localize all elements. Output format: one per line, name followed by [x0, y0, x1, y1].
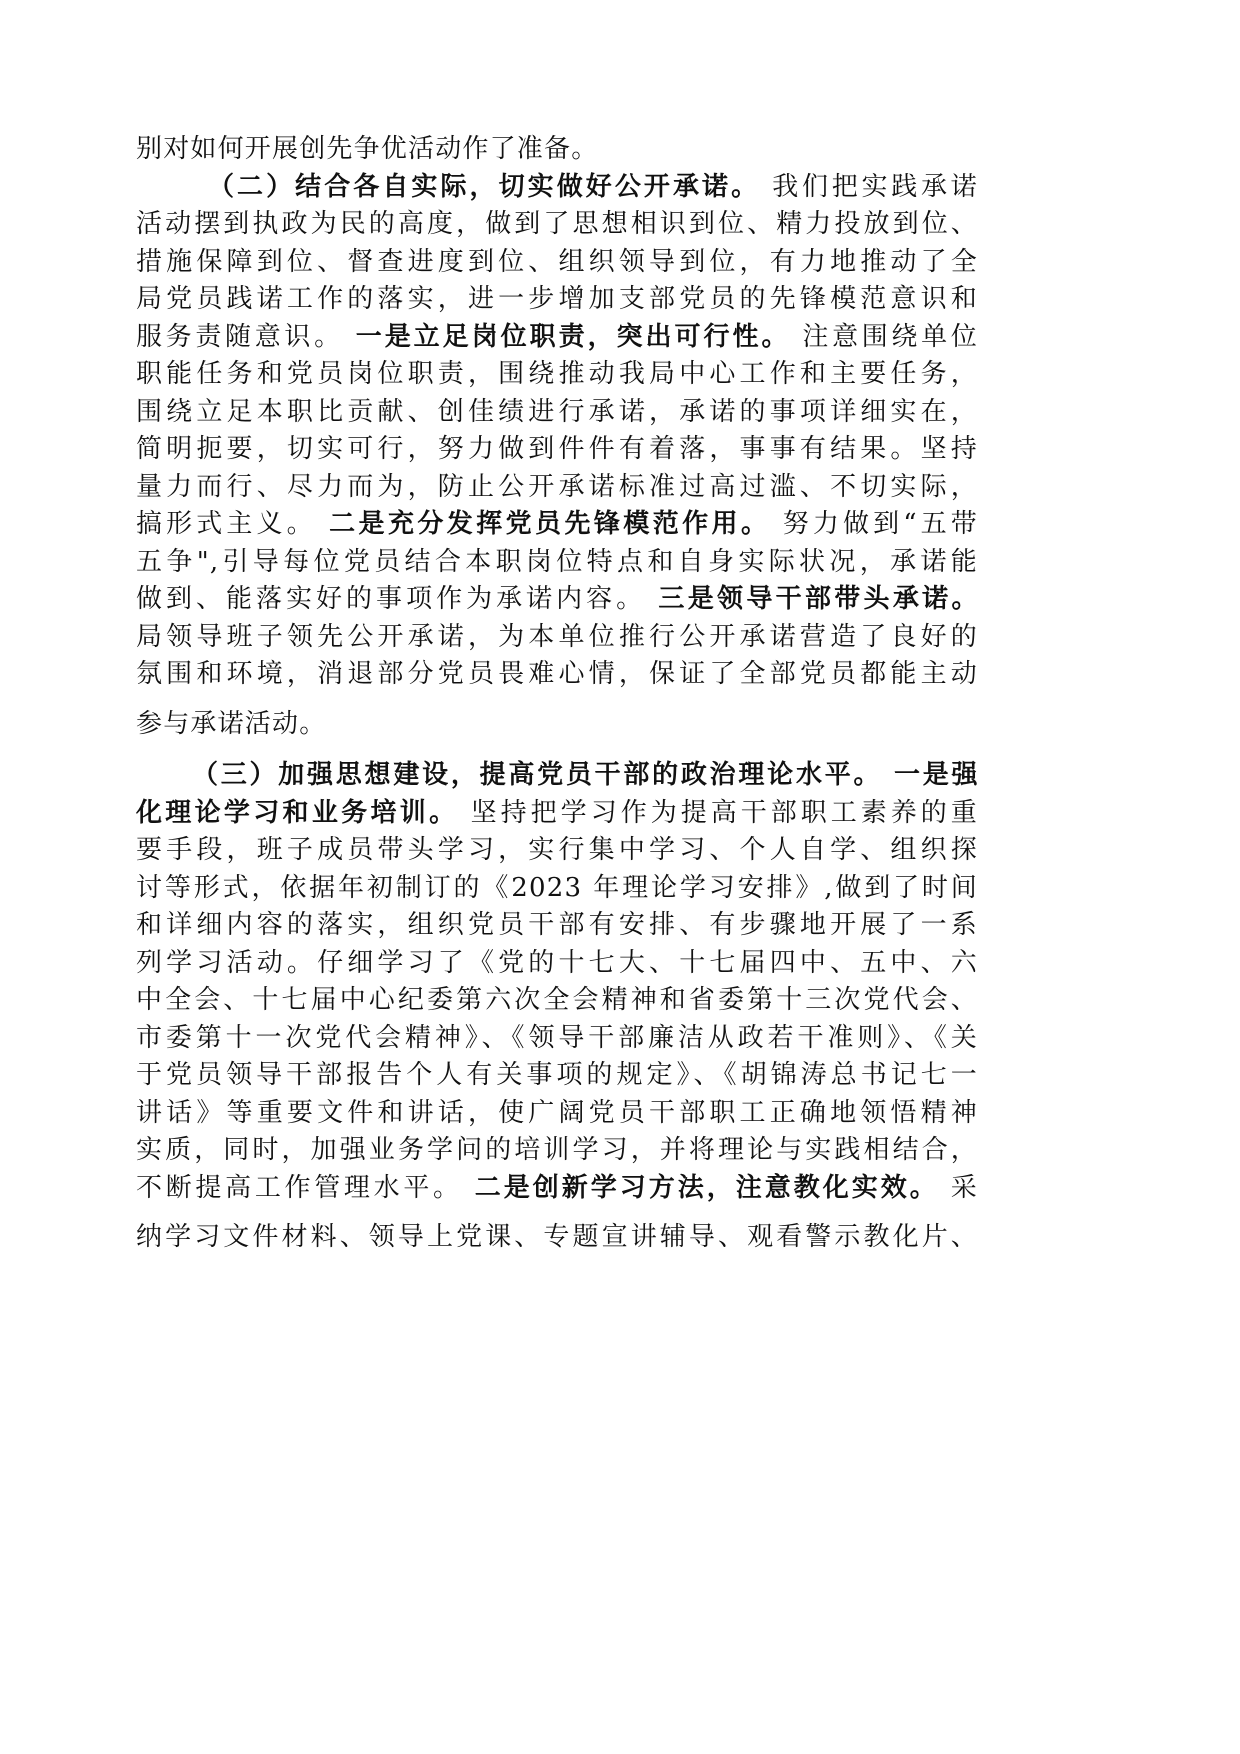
body-text: 实质，同时，加强业务学问的培训学习，并将理论与实践相结合，: [136, 1135, 978, 1165]
text-line: [136, 982, 978, 1020]
body-text: 我们把实践承诺: [760, 171, 978, 202]
text-line: [136, 1020, 978, 1058]
bold-heading-text: 三是领导干部带头承诺。: [658, 584, 978, 614]
text-line: [136, 506, 978, 544]
text-line: [136, 832, 978, 870]
body-text: 讲话》等重要文件和讲话，使广阔党员干部职工正确地领悟精神: [136, 1097, 978, 1128]
body-text: 别对如何开展创先争优活动作了准备。: [136, 134, 599, 164]
body-text: 和详细内容的落实，组织党员干部有安排、有步骤地开展了一系: [136, 910, 978, 940]
bold-heading-text: （三）加强思想建设，提高党员干部的政治理论水平。: [192, 760, 883, 790]
body-text: 采: [938, 1172, 978, 1203]
text-line: [136, 706, 978, 744]
text-line: [136, 795, 978, 833]
body-text: 局党员践诺工作的落实，进一步增加支部党员的先锋模范意识和: [136, 284, 978, 314]
text-line: [136, 870, 978, 908]
body-text: 活动摆到执政为民的高度，做到了思想相识到位、精力投放到位、: [136, 209, 978, 239]
text-line: [136, 131, 978, 169]
document-body: [136, 131, 978, 1257]
body-text: 搞形式主义。: [136, 509, 330, 539]
body-text: 措施保障到位、督查进度到位、组织领导到位，有力地推动了全: [136, 246, 978, 277]
body-text: 注意围绕单位: [790, 321, 978, 352]
body-text: 围绕立足本职比贡献、创佳绩进行承诺，承诺的事项详细实在，: [136, 396, 978, 427]
body-text: 市委第十一次党代会精神》、《领导干部廉洁从政若干准则》、《关: [136, 1022, 978, 1053]
text-line: [136, 394, 978, 432]
body-text: 中全会、十七届中心纪委第六次全会精神和省委第十三次党代会、: [136, 985, 978, 1015]
body-text: 简明扼要，切实可行，努力做到件件有着落，事事有结果。坚持: [136, 434, 978, 464]
text-line: [136, 1095, 978, 1133]
body-text: 列学习活动。仔细学习了《党的十七大、十七届四中、五中、六: [136, 947, 978, 978]
body-text: 不断提高工作管理水平。: [136, 1172, 475, 1203]
text-line: [136, 319, 978, 357]
text-line: [136, 757, 978, 795]
bold-heading-text: 化理论学习和业务培训。: [136, 797, 459, 828]
text-line: [136, 206, 978, 244]
body-text: 要手段，班子成员带头学习，实行集中学习、个人自学、组织探: [136, 835, 978, 865]
text-line: [136, 244, 978, 282]
text-line: [136, 656, 978, 694]
body-text: 讨等形式，依据年初制订的《2023 年理论学习安排》,做到了时间: [136, 872, 978, 903]
text-line: [136, 1132, 978, 1170]
body-text: 做到、能落实好的事项作为承诺内容。: [136, 584, 659, 614]
body-text: 氛围和环境，消退部分党员畏难心情，保证了全部党员都能主动: [136, 659, 978, 689]
text-line: [136, 281, 978, 319]
bold-heading-text: 一是强: [893, 760, 978, 790]
body-text: [882, 760, 894, 790]
body-text: 坚持把学习作为提高干部职工素养的重: [458, 797, 978, 828]
text-line: [136, 431, 978, 469]
body-text: 局领导班子领先公开承诺，为本单位推行公开承诺营造了良好的: [136, 621, 978, 652]
bold-heading-text: 一是立足岗位职责，突出可行性。: [355, 321, 791, 352]
text-line: [136, 619, 978, 657]
body-text: 于党员领导干部报告个人有关事项的规定》、《胡锦涛总书记七一: [136, 1060, 978, 1090]
body-text: 量力而行、尽力而为，防止公开承诺标准过高过滥、不切实际，: [136, 471, 978, 502]
body-text: 努力做到“五带: [770, 509, 978, 539]
text-line: [136, 581, 978, 619]
text-line: [136, 907, 978, 945]
body-text: 职能任务和党员岗位职责，围绕推动我局中心工作和主要任务，: [136, 359, 978, 389]
text-line: [136, 1219, 978, 1257]
text-line: [136, 169, 978, 207]
text-line: [136, 356, 978, 394]
text-line: [136, 1170, 978, 1208]
text-line: [136, 1057, 978, 1095]
text-line: [136, 469, 978, 507]
bold-heading-text: （二）结合各自实际，切实做好公开承诺。: [208, 171, 761, 202]
bold-heading-text: 二是创新学习方法，注意教化实效。: [474, 1172, 939, 1203]
text-line: [136, 544, 978, 582]
body-text: 服务责随意识。: [136, 321, 356, 352]
body-text: 参与承诺活动。: [136, 708, 327, 739]
text-line: [136, 945, 978, 983]
body-text: 纳学习文件材料、领导上党课、专题宣讲辅导、观看警示教化片、: [136, 1222, 978, 1252]
bold-heading-text: 二是充分发挥党员先锋模范作用。: [329, 509, 771, 539]
body-text: 五争",引导每位党员结合本职岗位特点和自身实际状况，承诺能: [136, 546, 978, 577]
